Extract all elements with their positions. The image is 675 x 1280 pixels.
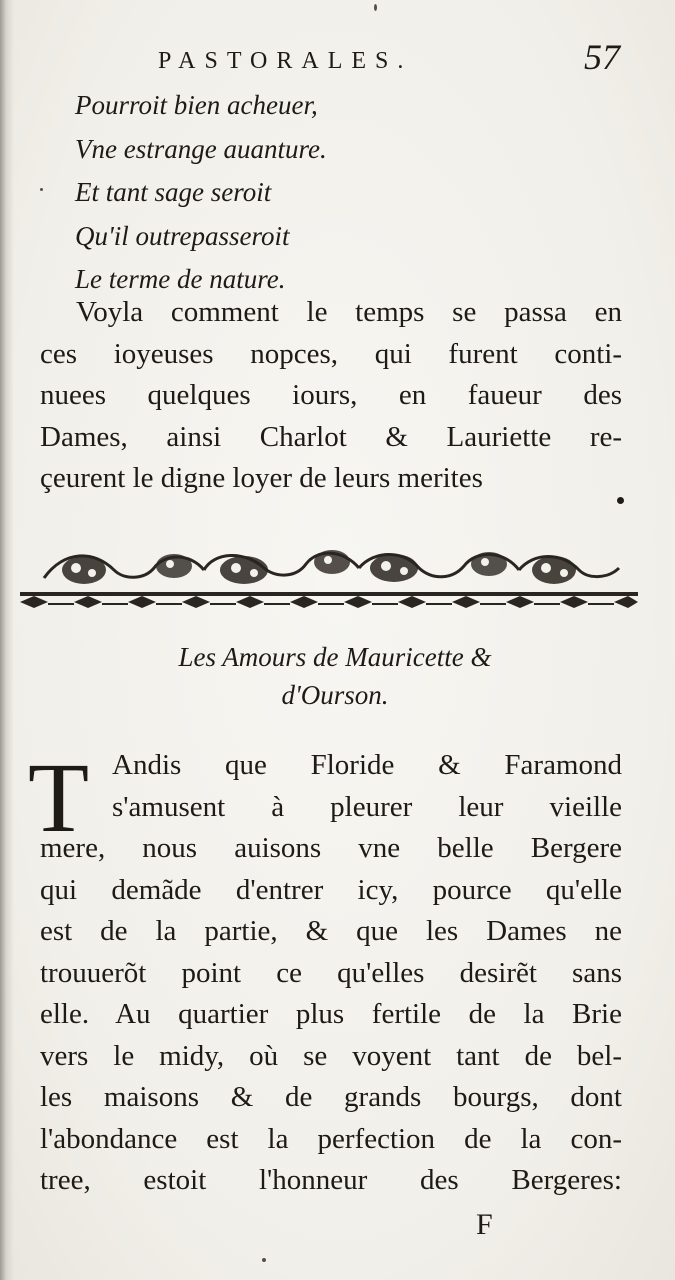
verse-line: Vne estrange auanture.	[75, 133, 327, 164]
paragraph-2	[40, 745, 622, 1202]
text-line: s'amusent à pleurer leur vieille	[112, 790, 622, 823]
text-line: les maisons & de grands bourgs, dont	[40, 1081, 622, 1113]
verse-line: Pourroit bien acheuer,	[75, 90, 318, 120]
text-line: mere, nous auisons vne belle Bergere	[40, 832, 622, 864]
verse-line: Et tant sage seroit	[75, 177, 272, 207]
text-line: Voyla comment le temps se passa en	[76, 296, 622, 328]
text-line: elle. Au quartier plus fertile de la Brie	[40, 998, 622, 1030]
text-line: ces ioyeuses nopces, qui furent conti-	[40, 337, 622, 370]
text-line: qui demãde d'entrer icy, pource qu'elle	[40, 873, 622, 906]
drop-cap: T	[28, 742, 90, 853]
paper-speck	[262, 1258, 266, 1262]
section-title-line-1: Les Amours de Mauricette &	[178, 642, 492, 672]
text-line: tree, estoit l'honneur des Bergeres:	[40, 1164, 622, 1196]
paper-speck	[40, 188, 43, 191]
page-number: 57	[584, 37, 620, 77]
text-line: trouuerõt point ce qu'elles desirẽt sans	[40, 956, 622, 989]
text-line: Dames, ainsi Charlot & Lauriette re-	[40, 420, 622, 453]
verse-line: Qu'il outrepasseroit	[75, 220, 290, 251]
running-head: PASTORALES.	[158, 48, 413, 74]
text-line: nuees quelques iours, en faueur des	[40, 379, 622, 411]
paper-speck	[374, 4, 377, 11]
text-line: l'abondance est la perfection de la con-	[40, 1122, 622, 1155]
verse-block	[75, 84, 595, 302]
period-mark	[617, 497, 624, 504]
arabesque-band-ornament	[14, 540, 644, 612]
signature-mark: F	[476, 1208, 493, 1241]
text-line: Andis que Floride & Faramond	[112, 749, 622, 781]
text-line: çeurent le digne loyer de leurs merites	[40, 462, 483, 494]
binding-shadow	[0, 0, 14, 1280]
text-line: est de la partie, & que les Dames ne	[40, 915, 622, 947]
paragraph-1	[40, 292, 622, 500]
verse-line: Le terme de nature.	[75, 264, 286, 294]
text-line: vers le midy, où se voyent tant de bel-	[40, 1039, 622, 1072]
section-title-line-2: d'Ourson.	[281, 680, 389, 710]
